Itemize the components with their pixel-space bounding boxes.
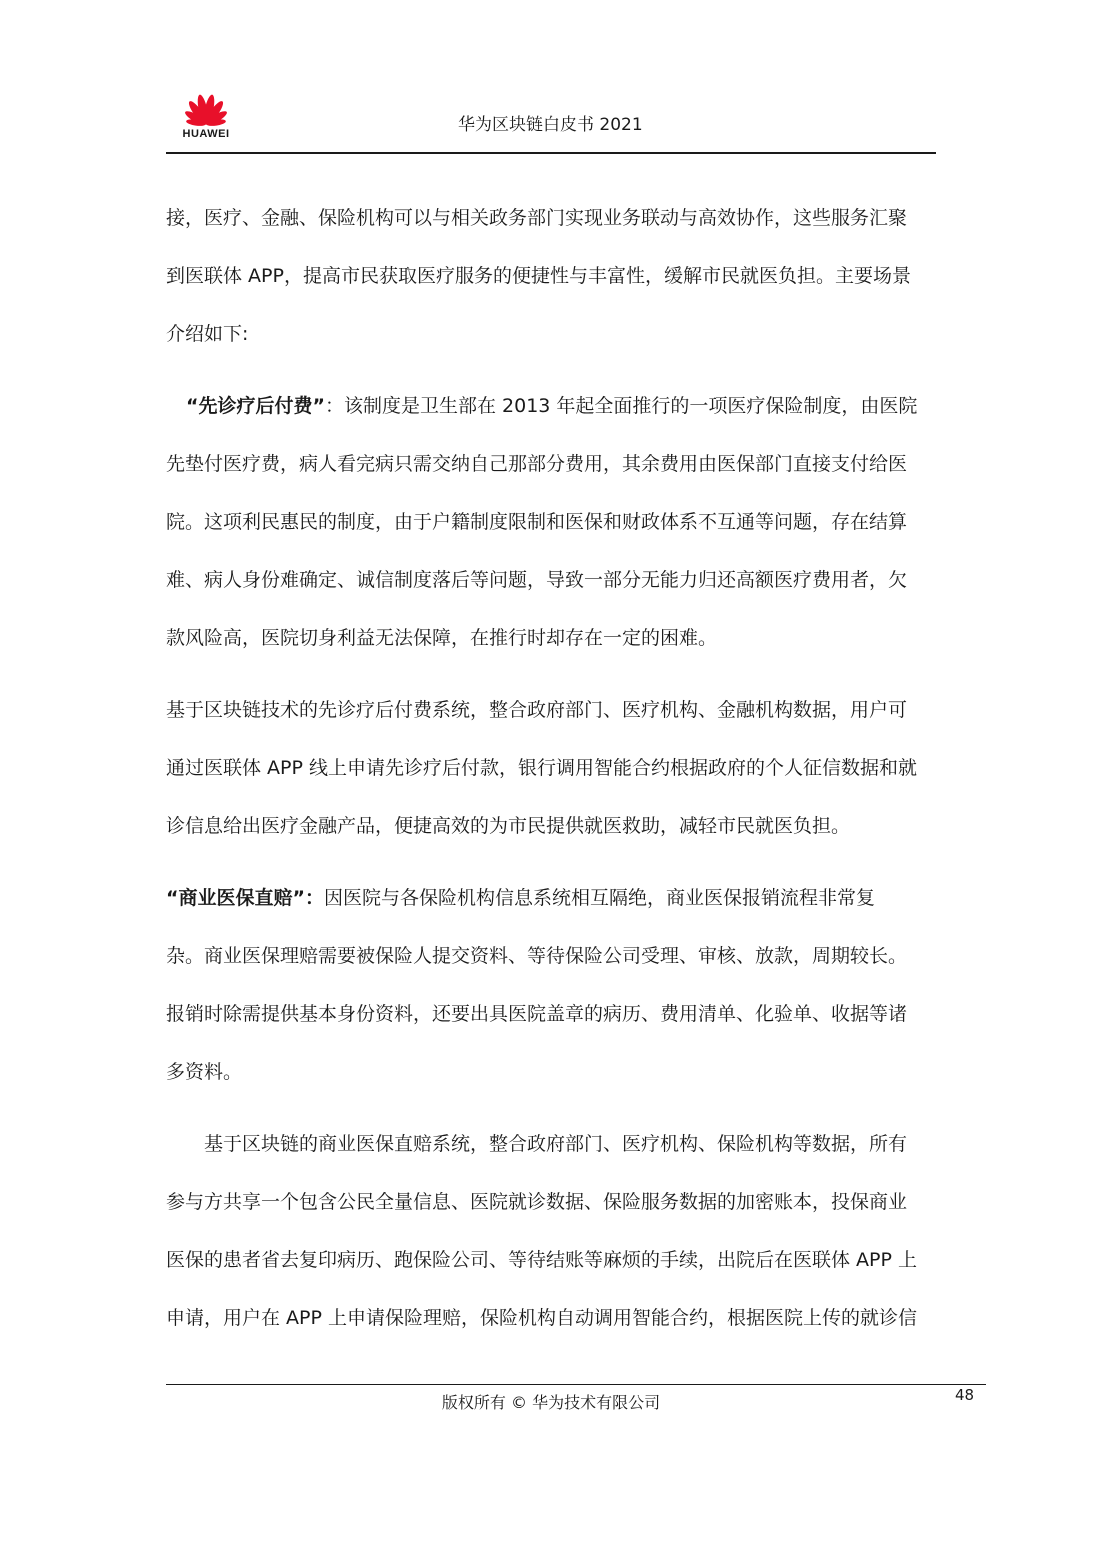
logo-wordmark: HUAWEI [182, 128, 230, 140]
text-line: 报销时除需提供基本身份资料，还要出具医院盖章的病历、费用清单、化验单、收据等诸 [166, 1003, 908, 1025]
text-line: 接，医疗、金融、保险机构可以与相关政务部门实现业务联动与高效协作，这些服务汇聚 [166, 207, 908, 229]
text-line: 医保的患者省去复印病历、跑保险公司、等待结账等麻烦的手续，出院后在医联体 APP 上 [166, 1249, 917, 1271]
text-line: 基于区块链的商业医保直赔系统，整合政府部门、医疗机构、保险机构等数据，所有 [204, 1133, 908, 1155]
text-line: 参与方共享一个包含公民全量信息、医院就诊数据、保险服务数据的加密账本，投保商业 [166, 1191, 908, 1213]
section-label: “商业医保直赔”： [166, 887, 324, 909]
text-span: ：该制度是卫生部在 2013 年起全面推行的一项医疗保险制度，由医院 [324, 395, 918, 417]
footer-divider [166, 1384, 986, 1385]
text-line: 通过医联体 APP 线上申请先诊疗后付款，银行调用智能合约根据政府的个人征信数据和就 [166, 757, 917, 779]
footer-copyright: 版权所有 © 华为技术有限公司 [441, 1393, 661, 1412]
text-line: 杂。商业医保理赔需要被保险人提交资料、等待保险公司受理、审核、放款，周期较长。 [166, 945, 908, 967]
section-heading-line [166, 869, 936, 927]
page-body [166, 189, 936, 1347]
text-line: 到医联体 APP，提高市民获取医疗服务的便捷性与丰富性，缓解市民就医负担。主要场景 [166, 265, 911, 287]
page-number: 48 [955, 1386, 975, 1404]
text-line: 款风险高，医院切身利益无法保障，在推行时却存在一定的困难。 [166, 627, 718, 649]
document-title: 华为区块链白皮书 2021 [458, 115, 643, 135]
text-line: 院。这项利民惠民的制度，由于户籍制度限制和医保和财政体系不互通等问题，存在结算 [166, 511, 908, 533]
section-heading-line [166, 377, 936, 435]
text-line: 先垫付医疗费，病人看完病只需交纳自己那部分费用，其余费用由医保部门直接支付给医 [166, 453, 908, 475]
text-line: 多资料。 [166, 1061, 243, 1083]
page-header [166, 84, 936, 154]
text-line: 介绍如下: [166, 323, 249, 345]
text-line: 难、病人身份难确定、诚信制度落后等问题，导致一部分无能力归还高额医疗费用者，欠 [166, 569, 908, 591]
text-line: 申请，用户在 APP 上申请保险理赔，保险机构自动调用智能合约，根据医院上传的就诊信 [166, 1307, 917, 1329]
text-line: 基于区块链技术的先诊疗后付费系统，整合政府部门、医疗机构、金融机构数据，用户可 [166, 699, 908, 721]
text-line: 诊信息给出医疗金融产品，便捷高效的为市民提供就医救助，减轻市民就医负担。 [166, 815, 851, 837]
huawei-petals-icon [176, 84, 236, 128]
section-label: “先诊疗后付费” [186, 395, 325, 417]
text-span: 因医院与各保险机构信息系统相互隔绝，商业医保报销流程非常复 [323, 887, 875, 909]
